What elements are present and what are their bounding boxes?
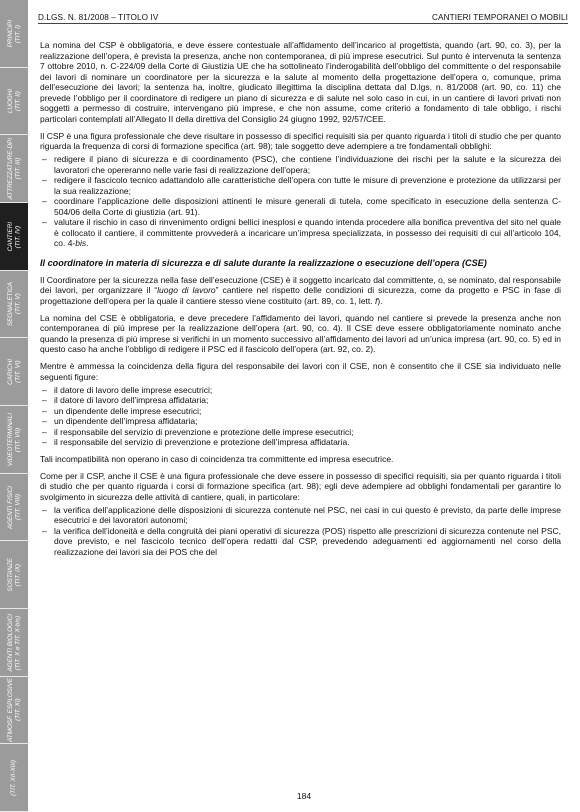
sidebar-tab-agenti-fisici[interactable]: [0, 474, 28, 542]
sidebar-tab-label: ATTREZZATURE-DPI (TIT. III): [6, 138, 21, 200]
list-cse-obblighi: [40, 505, 561, 558]
sidebar-tab-cantieri[interactable]: [0, 203, 28, 271]
list-item: – la verifica dell’applicazione delle disposizioni di sicurezza contenute nel PSC, nei casi in cui questo è previsto, da parte delle imprese esecutrici e dei lavoratori autonomi;: [40, 505, 561, 526]
list-item: – il responsabile del servizio di prevenzione e protezione dell’impresa affidataria.: [40, 437, 561, 448]
sidebar-tab-attrezzature[interactable]: [0, 135, 28, 203]
paragraph-cse-obblighi: Come per il CSP, anche il CSE è una figura professionale che deve essere in possesso di specifici requisiti, sia per quanto riguarda i titoli di studio che per quanto riguarda i corsi di formazione specifica (art. 98); egli deve adempiere ad obblighi fondamentali per garantire lo svolgimento in sicurezza delle attività di cantiere, quali, in particolare:: [40, 470, 561, 502]
sidebar-tab-label: (TIT. XII-XIII): [10, 759, 18, 796]
list-item: – un dipendente delle imprese esecutrici;: [40, 406, 561, 417]
sidebar-tab-videoterminali[interactable]: [0, 406, 28, 474]
sidebar-tab-label: CARICHI (TIT. VI): [6, 358, 21, 385]
sidebar-tab-label: SOSTANZE (TIT. IX): [6, 557, 21, 592]
sidebar-tab-label: AGENTI BIOLOGICI (TIT. X e TIT. X-bis): [6, 613, 21, 672]
list-item: – redigere il fascicolo tecnico adattandolo alle caratteristiche dell’opera con tutte le misure di prevenzione e protezione da utilizzarsi per la sua realizzazione;: [40, 175, 561, 196]
list-item: – il responsabile del servizio di prevenzione e protezione delle imprese esecutrici;: [40, 427, 561, 438]
sidebar-tab-label: VIDEOTERMINALI (TIT. VII): [6, 412, 21, 466]
paragraph-csp-nomina: La nomina del CSP è obbligatoria, e deve essere contestuale all’affidamento dell’incarico al progettista, quando (art. 90, co. 3), per la realizzazione dell’opera, è prevista la presenza, anche non contemporanea, di più imprese esecutrici. Sul punto è intervenuta la sentenza 7 ottobre 2010, n. C-224/09 della Corte di Giustizia UE che ha sottolineato l’inderogabilità dell’obbligo del committente o del responsabile dei lavori di nominare un coordinatore per la sicurezza e la salute al momento della progettazione dell’opera o, comunque, prima dell’esecuzione dei lavori; la sentenza ha, inoltre, giudicato illegittima la disciplina dettata dal D.lgs. n. 81/2008 (art. 90, co. 11) che prevede l’obbligo per il coordinatore di redigere un piano di sicurezza e di salute nel solo caso in cui, in un cantiere di lavori privati non soggetti a permesso di costruire, intervengano più imprese, e che non assume, come criterio a fondamento di tale obbligo, i rischi particolari contemplati all’Allegato II della direttiva del Consiglio 24 giugno 1992, 92/57/CEE.: [40, 40, 561, 124]
list-item: – redigere il piano di sicurezza e di coordinamento (PSC), che contiene l’individuazione dei rischi per la salute e la sicurezza dei lavoratori che opereranno nelle varie fasi di realizzazione dell’opera;: [40, 154, 561, 175]
section-sidebar: [0, 0, 28, 812]
paragraph-cse-definizione: Il Coordinatore per la sicurezza nella fase dell’esecuzione (CSE) è il soggetto incaricato dal committente, o, se nominato, dal responsabile dei lavori, per organizzare il “luogo di lavoro” cantiere nel rispetto delle condizioni di sicurezza, come da progetto e PSC in fase di progettazione dell’opera per la quale il cantiere stesso viene costituito (art. 89, co. 1, lett. f).: [40, 274, 561, 306]
list-incompatibilita: [40, 385, 561, 448]
sidebar-tab-carichi[interactable]: [0, 338, 28, 406]
sidebar-tab-sostanze[interactable]: [0, 541, 28, 609]
list-item: – un dipendente dell’impresa affidataria;: [40, 416, 561, 427]
running-header: [38, 9, 568, 22]
page-number: 184: [296, 791, 312, 801]
page-body: [40, 40, 561, 563]
sidebar-tab-label: CANTIERI (TIT. IV): [6, 221, 21, 252]
section-heading-cse: Il coordinatore in materia di sicurezza e di salute durante la realizzazione o esecuzione dell’opera (CSE): [40, 257, 487, 268]
list-item: – il datore di lavoro dell’impresa affidataria;: [40, 395, 561, 406]
header-left-title: D.LGS. N. 81/2008 – TITOLO IV: [38, 13, 159, 22]
sidebar-tab-principi[interactable]: [0, 0, 28, 68]
sidebar-tab-label: LUOGHI (TIT. II): [6, 88, 21, 114]
header-right-title: CANTIERI TEMPORANEI O MOBILI: [432, 13, 568, 22]
sidebar-tab-atmosfere-esplosive[interactable]: [0, 677, 28, 745]
sidebar-tab-label: AGENTI FISICI (TIT. VIII): [6, 485, 21, 529]
list-item: – coordinare l’applicazione delle disposizioni attinenti le misure generali di tutela, come specificato in esecuzione della sentenza C-504/06 della Corte di giustizia (art. 91).: [40, 196, 561, 217]
sidebar-tab-titoli-xii-xiii[interactable]: [0, 744, 28, 812]
paragraph-cse-nomina: La nomina del CSE è obbligatoria, e deve precedere l’affidamento dei lavori, quando nel cantiere si prevede la presenza anche non contemporanea di più imprese per la realizzazione dell’opera (art. 90, co. 4). Il CSE deve essere obbligatoriamente nominato anche quando la presenza di più imprese si verifichi in un momento successivo all’affidamento dei lavori ad un’unica impresa (art. 90, co. 5) ed in questo caso ha anche l’obbligo di redigere il PSC ed il fascicolo dell’opera (art. 92, co. 2).: [40, 312, 561, 354]
sidebar-tab-luoghi[interactable]: [0, 68, 28, 136]
sidebar-tab-label: SEGNALETICA (TIT. V): [6, 281, 21, 327]
sidebar-tab-segnaletica[interactable]: [0, 271, 28, 339]
sidebar-tab-agenti-biologici[interactable]: [0, 609, 28, 677]
list-item: – la verifica dell’idoneità e della congruità dei piani operativi di sicurezza (POS) rispetto alle prescrizioni di sicurezza contenute nel PSC, dove previsto, e nel fascicolo tecnico dell’opera redatti dal CSP, prevedendo adeguamenti ed aggiornamenti nel corso della realizzazione dei lavori sia dei POS che del: [40, 526, 561, 558]
sidebar-tab-label: ATMOSF. ESPLOSIVE (TIT. XI): [6, 678, 21, 742]
header-divider: [38, 23, 568, 24]
paragraph-incompatibilita-note: Tali incompatibilità non operano in caso di coincidenza tra committente ed impresa esecutrice.: [40, 453, 394, 464]
paragraph-csp-figura: Il CSP è una figura professionale che deve risultare in possesso di specifici requisiti sia per quanto riguarda i titoli di studio che per quanto riguarda la frequenza di corsi di formazione specifica (art. 98); tale soggetto deve adempiere a tre fondamentali obblighi:: [40, 130, 561, 151]
list-item: – valutare il rischio in caso di rinvenimento ordigni bellici inesplosi e quando intenda procedere alla bonifica preventiva del sito nel quale è collocato il cantiere, il committente provvederà a incaricare un’impresa specializzata, in possesso dei requisiti di cui all’articolo 104, co. 4-bis.: [40, 217, 561, 249]
list-csp-obblighi: [40, 154, 561, 249]
sidebar-tab-label: PRINCIPI (TIT. I): [6, 19, 21, 47]
list-item: – il datore di lavoro delle imprese esecutrici;: [40, 385, 561, 396]
paragraph-cse-incompatibilita: Mentre è ammessa la coincidenza della figura del responsabile dei lavori con il CSE, non è consentito che il CSE sia individuato nelle seguenti figure:: [40, 361, 561, 382]
